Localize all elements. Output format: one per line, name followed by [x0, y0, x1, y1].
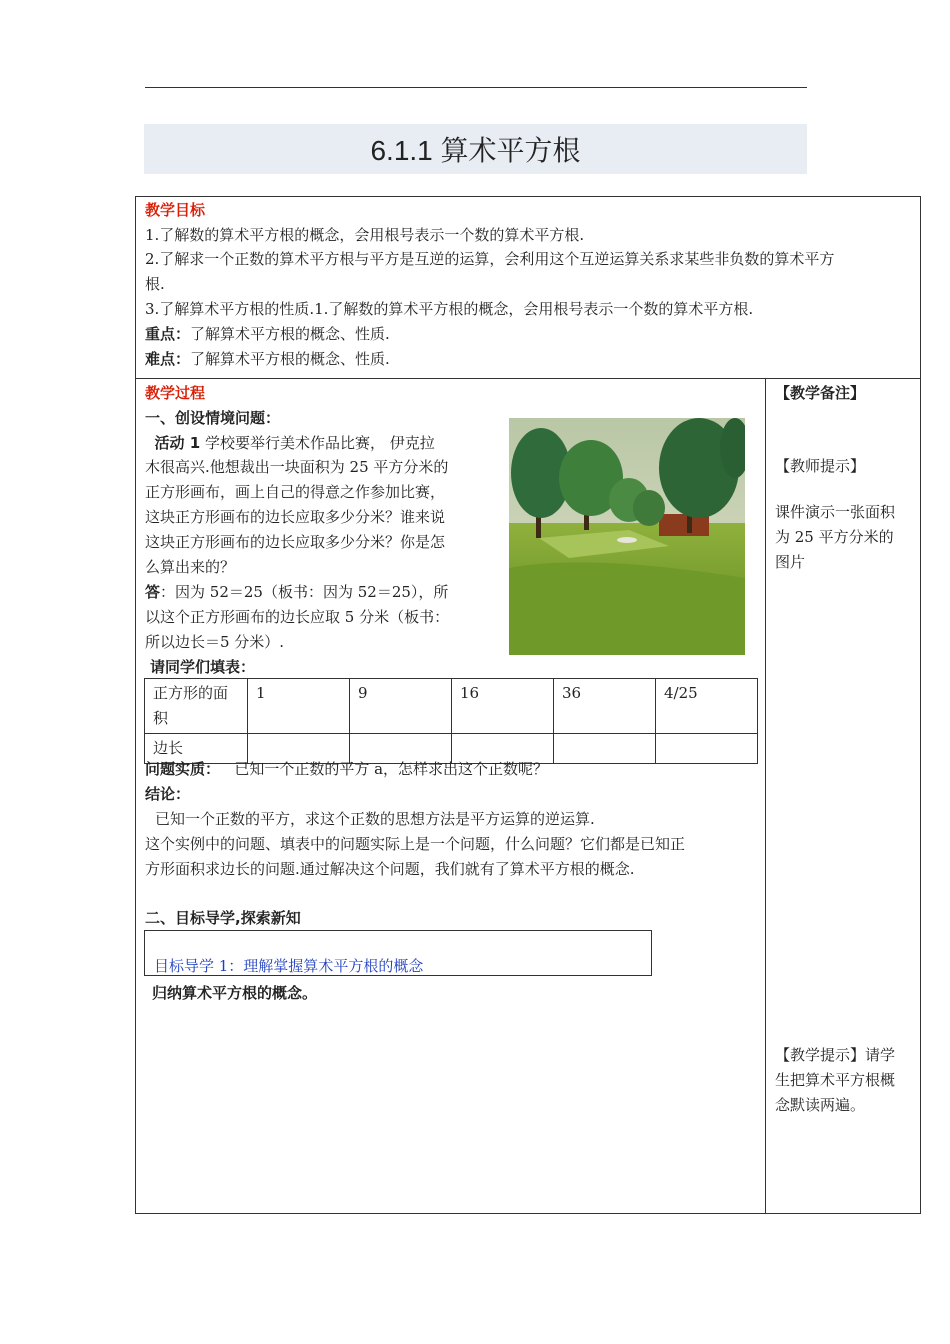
answer-line-3: 所以边长＝5 分米）. [145, 633, 285, 651]
difficult-point [145, 347, 390, 372]
answer-label: 答 [145, 583, 161, 601]
table-cell: 16 [452, 679, 554, 734]
activity-label: 活动 1 [154, 434, 201, 452]
fill-in-table [144, 678, 758, 764]
key-text: 了解算术平方根的概念、性质. [190, 325, 390, 343]
table-cell: 1 [248, 679, 350, 734]
tip2-line-3: 念默读两遍。 [775, 1096, 866, 1114]
page-title: 6.1.1 算术平方根 [370, 135, 581, 166]
tip-line-3: 图片 [775, 553, 806, 571]
question-essence [145, 757, 548, 782]
activity-text-1: 学校要举行美术作品比赛， 伊克拉 [205, 434, 435, 452]
conclusion-label: 结论： [145, 785, 191, 803]
answer-text-1: ：因为 52＝25（板书：因为 52＝25），所 [160, 583, 449, 601]
activity-line-6: 么算出来的？ [145, 558, 236, 576]
conclusion-line-3: 方形面积求边长的问题.通过解决这个问题，我们就有了算术平方根的概念. [145, 860, 635, 878]
table-cell: 边长 [145, 734, 248, 764]
conclusion-line-2: 这个实例中的问题、填表中的问题实际上是一个问题，什么问题？它们都是已知正 [145, 835, 686, 853]
question-label: 问题实质： [145, 760, 221, 778]
difficult-text: 了解算术平方根的概念、性质. [190, 350, 390, 368]
activity-line-3: 正方形画布，画上自己的得意之作参加比赛， [145, 483, 446, 501]
tip2-line-1: 【教学提示】请学 [775, 1046, 896, 1064]
goal-line-1: 1.了解数的算术平方根的概念，会用根号表示一个数的算术平方根. [145, 226, 585, 244]
tip-line-1: 课件演示一张面积 [775, 503, 896, 521]
question-text: 已知一个正数的平方 a，怎样求出这个正数呢？ [234, 760, 549, 778]
title-bar [144, 124, 807, 174]
table-cell [554, 734, 656, 764]
goal-line-2a: 2.了解求一个正数的算术平方根与平方是互逆的运算，会利用这个互逆运算关系求某些非负数的算术平方 [145, 250, 835, 268]
activity-line-1 [145, 431, 435, 456]
goal-1-text: 目标导学 1：理解掌握算术平方根的概念 [154, 957, 424, 975]
process-heading: 教学过程 [145, 384, 206, 402]
table-cell [656, 734, 758, 764]
tip2-line-2: 生把算术平方根概 [775, 1071, 896, 1089]
summary-heading: 归纳算术平方根的概念。 [152, 984, 318, 1002]
table-divider-vertical [765, 378, 766, 1214]
table-cell: 4/25 [656, 679, 758, 734]
goal-line-3: 3.了解算术平方根的性质.1.了解数的算术平方根的概念，会用根号表示一个数的算术平方根. [145, 300, 754, 318]
activity-line-5: 这块正方形画布的边长应取多少分米？你是怎 [145, 533, 446, 551]
section-2-heading: 二、目标导学,探索新知 [145, 909, 301, 927]
activity-line-2: 木很高兴.他想裁出一块面积为 25 平方分米的 [145, 458, 449, 476]
tip-line-2: 为 25 平方分米的 [775, 528, 894, 546]
key-label: 重点： [145, 325, 191, 343]
table-cell [145, 679, 248, 734]
teacher-tip-heading: 【教师提示】 [775, 457, 866, 475]
difficult-label: 难点： [145, 350, 191, 368]
area-label-cont: 积 [153, 709, 169, 727]
answer-line-2: 以这个正方形画布的边长应取 5 分米（板书： [145, 608, 450, 626]
key-point [145, 322, 390, 347]
header-rule [145, 87, 807, 88]
landscape-painting [509, 418, 745, 655]
fill-prompt: 请同学们填表： [150, 658, 256, 676]
area-label: 正方形的面 [153, 684, 229, 702]
notes-heading: 【教学备注】 [775, 384, 866, 402]
goal-line-2b: 根. [145, 275, 165, 293]
answer-line-1 [145, 580, 448, 605]
table-row [145, 679, 758, 734]
conclusion-line-1: 已知一个正数的平方，求这个正数的思想方法是平方运算的逆运算. [155, 810, 595, 828]
table-cell: 9 [350, 679, 452, 734]
goals-heading: 教学目标 [145, 201, 206, 219]
table-divider-horizontal [135, 378, 921, 379]
table-cell: 36 [554, 679, 656, 734]
activity-line-4: 这块正方形画布的边长应取多少分米？谁来说 [145, 508, 446, 526]
section-1-heading: 一、创设情境问题： [145, 409, 281, 427]
